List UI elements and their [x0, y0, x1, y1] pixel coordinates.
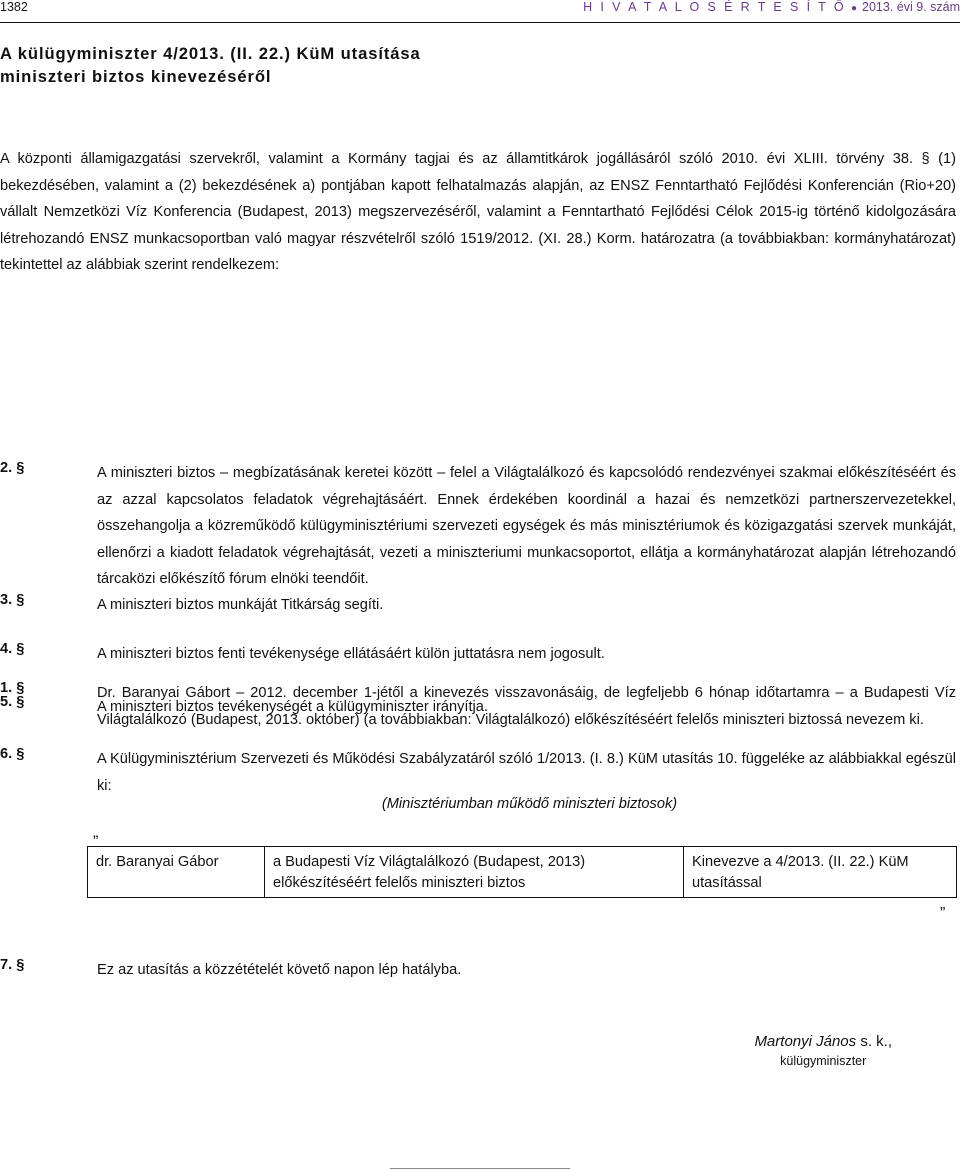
- section-text: A Külügyminisztérium Szervezeti és Működési Szabályzatáról szóló 1/2013. (I. 8.) KüM utasítás 10. függeléke az alábbiakkal egészül ki:: [97, 751, 956, 794]
- signatory: [754, 1033, 892, 1050]
- section-text: Dr. Baranyai Gábort – 2012. december 1-jétől a kinevezés visszavonásáig, de legfeljebb 6 hónap időtartamra – a Budapesti Víz Világtalálkozó (Budapest, 2013. október) (a továbbiakban: Világtalálkozó) előkészítéséért felelős miniszteri biztossá nevezem ki.: [97, 685, 956, 728]
- signatory-name: Martonyi János: [754, 1033, 857, 1050]
- section-text: Ez az utasítás a közzétételét követő napon lép hatályba.: [97, 962, 462, 978]
- journal-masthead: [583, 0, 960, 14]
- title-line-1: A külügyminiszter 4/2013. (II. 22.) KüM utasítása: [0, 44, 421, 63]
- official-name-cell: dr. Baranyai Gábor: [88, 847, 265, 898]
- page-header: [0, 0, 960, 16]
- open-quote: „: [93, 824, 99, 841]
- section-number: 5. §: [0, 694, 25, 710]
- header-rule: [0, 22, 960, 23]
- section-text: A miniszteri biztos – megbízatásának keretei között – felel a Világtalálkozó és kapcsolódó rendezvényei szakmai előkészítéséért és az azzal kapcsolatos feladatok végrehajtásáért. Ennek érdekében koordinál a hazai és nemzetközi partnerszervezetekkel, összehangolja a közreműködő külügyminisztériumi szervezeti egységek és más minisztériumok és közigazgatási szervek munkáját, ellenőrzi a kiadott feladatok végrehajtását, vezeti a miniszteriumi munkacsoportot, ellátja a kormányhatározat alapján létrehozandó tárcaközi előkészítő fórum elnöki teendőit.: [97, 465, 956, 587]
- section-text: A miniszteri biztos munkáját Titkárság segíti.: [97, 597, 384, 613]
- section-number: 3. §: [0, 592, 25, 608]
- officials-table: [87, 846, 957, 898]
- section-text: A miniszteri biztos tevékenységét a külügyminiszter irányítja.: [97, 699, 488, 715]
- title-line-2: miniszteri biztos kinevezéséről: [0, 67, 272, 86]
- document-title: [0, 42, 421, 88]
- section-number: 6. §: [0, 746, 25, 762]
- official-role-cell: a Budapesti Víz Világtalálkozó (Budapest, 2013) előkészítéséért felelős miniszteri biztos: [265, 847, 684, 898]
- issue-label: 2013. évi 9. szám: [862, 0, 960, 14]
- section-number: 1. §: [0, 680, 25, 696]
- bullet-icon: ●: [850, 3, 858, 14]
- section-number: 2. §: [0, 460, 25, 476]
- preamble: A központi államigazgatási szervekről, valamint a Kormány tagjai és az államtitkárok jogállásáról szóló 2010. évi XLIII. törvény 38. § (1) bekezdésében, valamint a (2) bekezdésének a) pontjában kapott felhatalmazás alapján, az ENSZ Fenntartható Fejlődési Konferencián (Rio+20) vállalt Nemzetközi Víz Konferencia (Budapest, 2013) megszervezéséről, valamint a Fenntartható Fejlődési Célok 2015-ig történő kidolgozására létrehozandó ENSZ munkacsoportban való magyar részvételről szóló 1519/2012. (XI. 28.) Korm. határozatra (a továbbiakban: kormányhatározat) tekintettel az alábbiak szerint rendelkezem:: [0, 151, 956, 273]
- section-text: A miniszteri biztos fenti tevékenysége ellátásáért külön juttatásra nem jogosult.: [97, 646, 605, 662]
- appendix-subheading: (Minisztériumban működő miniszteri biztosok): [381, 796, 678, 812]
- signatory-suffix: s. k.,: [856, 1033, 892, 1050]
- table-row: [88, 847, 957, 898]
- page-number: 1382: [0, 0, 28, 14]
- close-quote: ”: [940, 905, 946, 922]
- journal-name: H I V A T A L O S É R T E S Í T Ő: [583, 0, 846, 14]
- section-number: 4. §: [0, 641, 25, 657]
- official-appointment-cell: Kinevezve a 4/2013. (II. 22.) KüM utasítással: [684, 847, 957, 898]
- footer-rule: [390, 1168, 570, 1169]
- section-number: 7. §: [0, 957, 25, 973]
- signatory-role: külügyminiszter: [780, 1054, 867, 1068]
- signature-block: [754, 1033, 892, 1068]
